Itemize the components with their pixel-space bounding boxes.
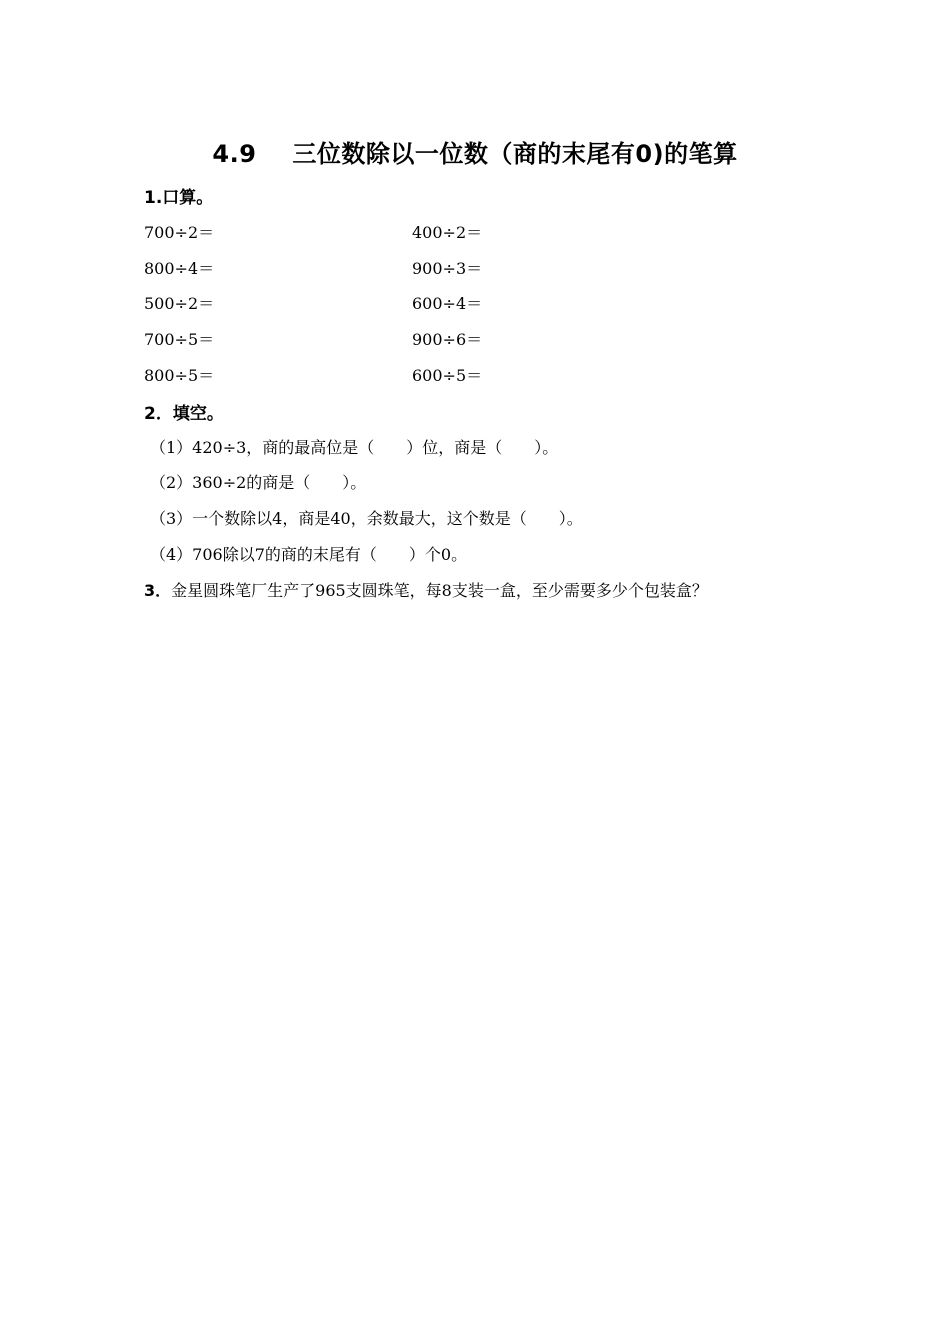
oral-calc-item: 800÷5＝ — [144, 366, 215, 385]
section-1-heading: 1.口算。 — [144, 188, 214, 208]
fill-blank-item: （1）420÷3，商的最高位是（ ）位，商是（ ）。 — [150, 438, 559, 457]
oral-calc-item: 700÷5＝ — [144, 330, 215, 349]
oral-calc-item: 500÷2＝ — [144, 294, 215, 313]
lesson-title: 三位数除以一位数（商的末尾有0)的笔算 — [292, 140, 738, 168]
lesson-number: 4.9 — [212, 140, 257, 168]
oral-calc-item: 900÷3＝ — [412, 259, 483, 278]
word-problem-text: 金星圆珠笔厂生产了965支圆珠笔，每8支装一盒，至少需要多少个包装盒？ — [171, 581, 708, 600]
fill-blank-item: （2）360÷2的商是（ ）。 — [150, 473, 367, 492]
fill-blank-item: （3）一个数除以4，商是40，余数最大，这个数是（ ）。 — [150, 509, 583, 528]
oral-calc-item: 800÷4＝ — [144, 259, 215, 278]
oral-calc-item: 400÷2＝ — [412, 223, 483, 242]
page-title — [0, 134, 950, 169]
oral-calc-item: 700÷2＝ — [144, 223, 215, 242]
oral-calc-item: 600÷5＝ — [412, 366, 483, 385]
word-problem — [144, 578, 708, 601]
fill-blank-item: （4）706除以7的商的末尾有（ ）个0。 — [150, 545, 468, 564]
section-2-heading: 2．填空。 — [144, 404, 224, 424]
oral-calc-item: 600÷4＝ — [412, 294, 483, 313]
oral-calc-item: 900÷6＝ — [412, 330, 483, 349]
word-problem-number: 3． — [144, 581, 172, 600]
